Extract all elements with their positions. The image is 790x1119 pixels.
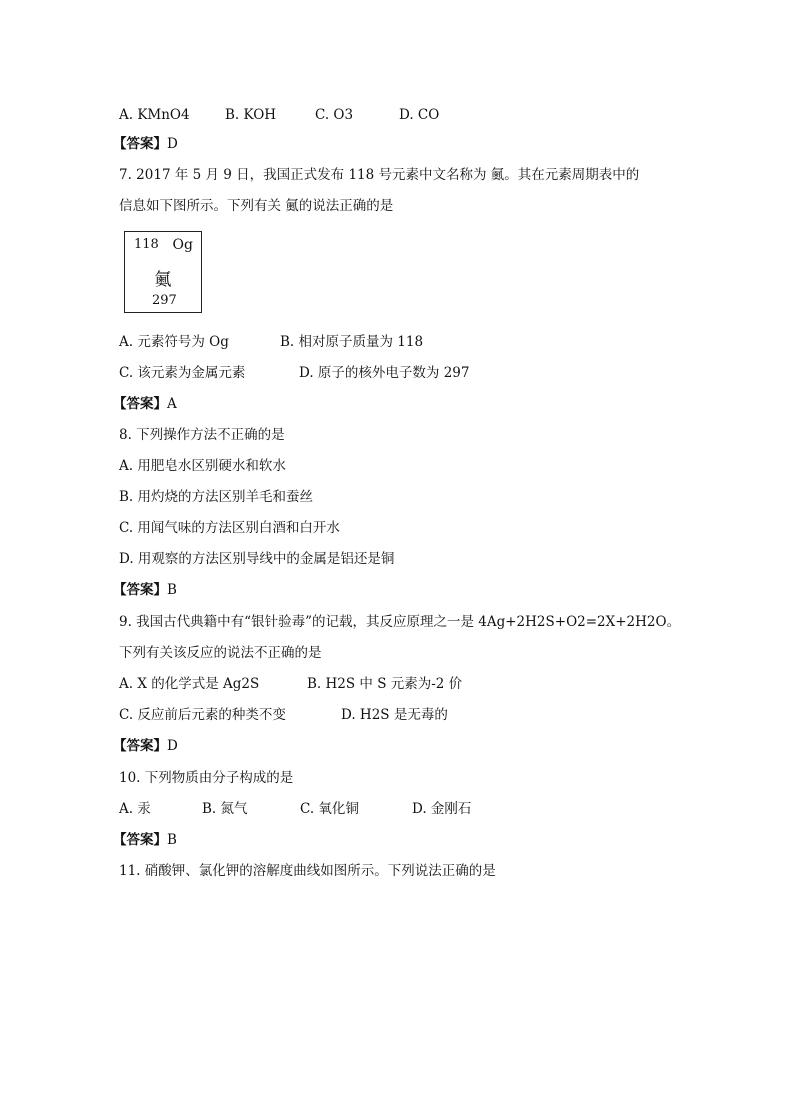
- q7-option-b: B. 相对原子质量为 118: [280, 334, 424, 350]
- answer-value: A: [167, 396, 177, 412]
- atomic-mass: 297: [152, 293, 177, 308]
- q10-option-c: C. 氧化铜: [300, 801, 359, 817]
- q6-option-c: C. O3: [315, 107, 354, 123]
- q8-answer: [113, 581, 177, 599]
- answer-label: 【答案】: [113, 738, 167, 754]
- answer-label: 【答案】: [113, 832, 167, 848]
- answer-value: B: [167, 832, 177, 848]
- q10-answer: [113, 831, 177, 849]
- q7-answer: [113, 395, 177, 413]
- q7-option-c: C. 该元素为金属元素: [119, 365, 246, 381]
- q9-stem-line-1: 9. 我国古代典籍中有“银针验毒”的记载，其反应原理之一是 4Ag+2H2S+O2=2X+2H2O。: [119, 614, 681, 630]
- q9-stem-line-2: 下列有关该反应的说法不正确的是: [119, 645, 322, 661]
- q9-answer: [113, 737, 178, 755]
- q8-option-d: D. 用观察的方法区别导线中的金属是铝还是铜: [119, 551, 395, 567]
- q8-stem: 8. 下列操作方法不正确的是: [119, 427, 285, 443]
- answer-value: D: [167, 136, 178, 152]
- q7-stem-line-2: 信息如下图所示。下列有关 鿫的说法正确的是: [119, 198, 394, 214]
- q9-option-b: B. H2S 中 S 元素为-2 价: [307, 676, 463, 692]
- atomic-number: 118: [134, 237, 159, 252]
- answer-value: D: [167, 738, 178, 754]
- answer-label: 【答案】: [113, 582, 167, 598]
- q8-option-b: B. 用灼烧的方法区别羊毛和蚕丝: [119, 489, 314, 505]
- q6-option-d: D. CO: [399, 107, 440, 123]
- q8-option-a: A. 用肥皂水区别硬水和软水: [119, 458, 286, 474]
- q6-option-b: B. KOH: [225, 107, 277, 123]
- q10-stem: 10. 下列物质由分子构成的是: [119, 770, 294, 786]
- q9-option-d: D. H2S 是无毒的: [341, 707, 448, 723]
- q9-option-a: A. X 的化学式是 Ag2S: [119, 676, 260, 692]
- q6-answer: [113, 135, 178, 153]
- periodic-table-cell: [124, 231, 202, 313]
- q9-option-c: C. 反应前后元素的种类不变: [119, 707, 286, 723]
- q7-option-a: A. 元素符号为 Og: [119, 334, 229, 350]
- q11-stem: 11. 硝酸钾、氯化钾的溶解度曲线如图所示。下列说法正确的是: [119, 863, 496, 879]
- q10-option-b: B. 氮气: [202, 801, 248, 817]
- element-name: 鿫: [154, 270, 172, 290]
- q7-option-d: D. 原子的核外电子数为 297: [299, 365, 470, 381]
- q6-option-a: A. KMnO4: [119, 107, 190, 123]
- q10-option-d: D. 金刚石: [412, 801, 472, 817]
- q7-stem-line-1: 7. 2017 年 5 月 9 日，我国正式发布 118 号元素中文名称为 鿫。其在元素周期表中的: [119, 167, 640, 183]
- q8-option-c: C. 用闻气味的方法区别白酒和白开水: [119, 520, 340, 536]
- element-symbol: Og: [172, 237, 193, 253]
- answer-label: 【答案】: [113, 136, 167, 152]
- answer-label: 【答案】: [113, 396, 167, 412]
- q10-option-a: A. 汞: [119, 801, 151, 817]
- answer-value: B: [167, 582, 177, 598]
